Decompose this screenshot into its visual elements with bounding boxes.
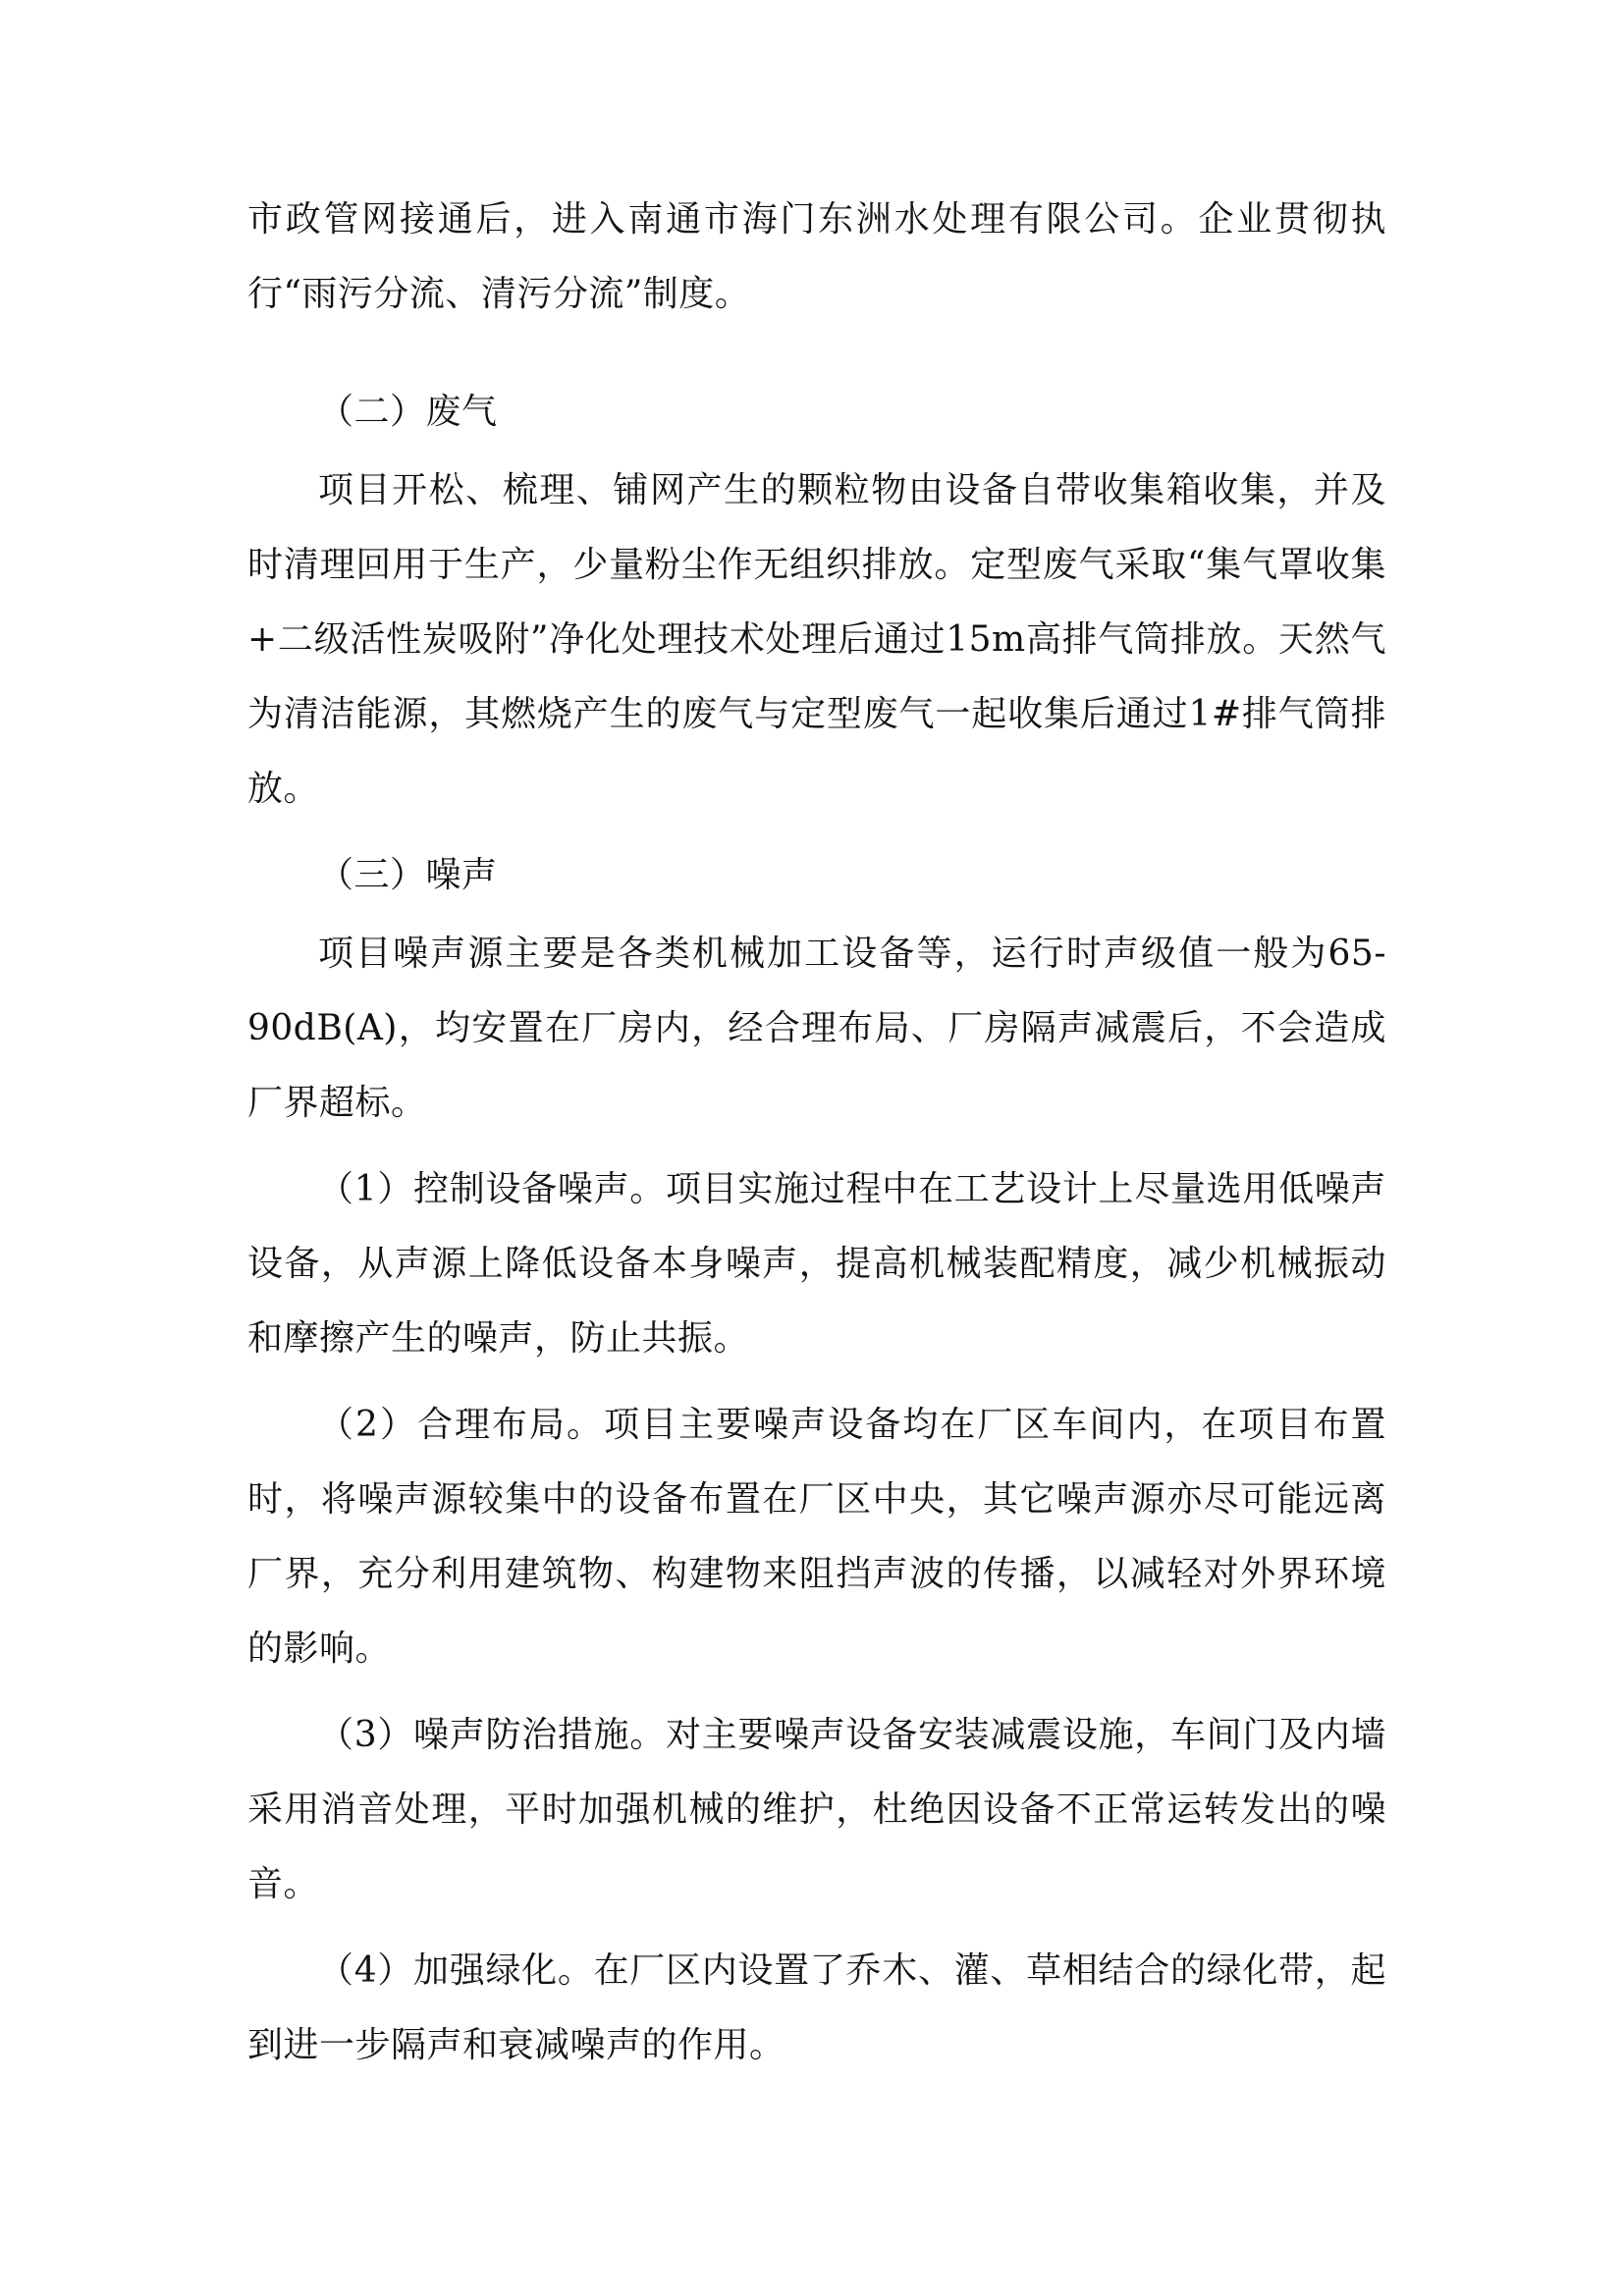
section-heading-noise: （三）噪声 [318, 855, 498, 895]
paragraph-noise-sources: 项目噪声源主要是各类机械加工设备等，运行时声级值一般为65-90dB(A)，均安置在厂房内，经合理布局、厂房隔声减震后，不会造成厂界超标。 [247, 934, 1386, 1123]
paragraph-noise-measure-3: （3）噪声防治措施。对主要噪声设备安装减震设施，车间门及内墙采用消音处理，平时加强机械的维护，杜绝因设备不正常运转发出的噪音。 [247, 1715, 1386, 1904]
paragraph-noise-measure-2: （2）合理布局。项目主要噪声设备均在厂区车间内，在项目布置时，将噪声源较集中的设备布置在厂区中央，其它噪声源亦尽可能远离厂界，充分利用建筑物、构建物来阻挡声波的传播，以减轻对外界环境的影响。 [247, 1405, 1386, 1669]
paragraph-noise-measure-4: （4）加强绿化。在厂区内设置了乔木、灌、草相结合的绿化带，起到进一步隔声和衰减噪声的作用。 [247, 1950, 1386, 2065]
paragraph-waste-gas: 项目开松、梳理、铺网产生的颗粒物由设备自带收集箱收集，并及时清理回用于生产，少量粉尘作无组织排放。定型废气采取“集气罩收集+二级活性炭吸附”净化处理技术处理后通过15m高排气筒排放。天然气为清洁能源，其燃烧产生的废气与定型废气一起收集后通过1#排气筒排放。 [247, 470, 1386, 809]
section-heading-waste-gas: （二）废气 [318, 392, 498, 432]
paragraph-continuation: 市政管网接通后，进入南通市海门东洲水处理有限公司。企业贯彻执行“雨污分流、清污分流”制度。 [247, 199, 1386, 314]
document-body [247, 183, 1386, 2083]
paragraph-noise-measure-1: （1）控制设备噪声。项目实施过程中在工艺设计上尽量选用低噪声设备，从声源上降低设备本身噪声，提高机械装配精度，减少机械振动和摩擦产生的噪声，防止共振。 [247, 1169, 1386, 1359]
